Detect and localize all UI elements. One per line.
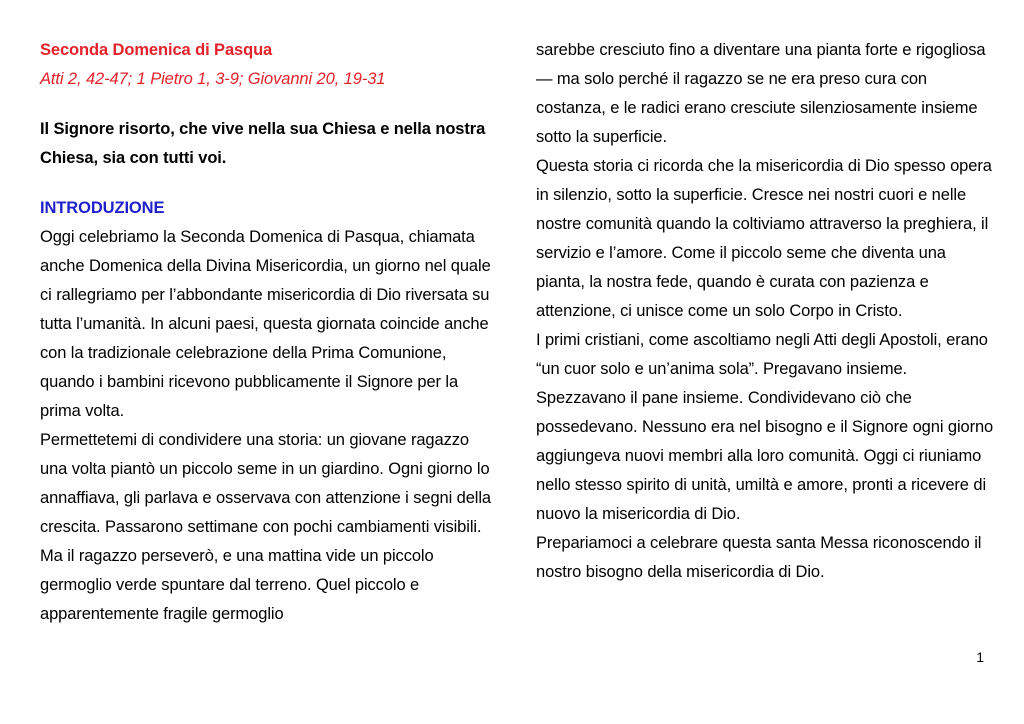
page-number: 1 <box>976 649 984 665</box>
paragraph: Oggi celebriamo la Seconda Domenica di Pasqua, chiamata anche Domenica della Divina Misericordia, un giorno nel quale ci rallegriamo per l’abbondante misericordia di Dio riversata su tutta l’umanità. In alcuni paesi, questa giornata coincide anche con la tradizionale celebrazione della Prima Comunione, quando i bambini ricevono pubblicamente il Signore per la prima volta. <box>40 228 491 420</box>
two-column-layout <box>0 36 1024 629</box>
liturgical-greeting: Il Signore risorto, che vive nella sua Chiesa e nella nostra Chiesa, sia con tutti voi. <box>40 120 486 167</box>
paragraph: sarebbe cresciuto fino a diventare una pianta forte e rigogliosa — ma solo perché il ragazzo se ne era preso cura con costanza, e le radici erano cresciute silenziosamente insieme sotto la superficie. <box>536 41 986 146</box>
paragraph: Questa storia ci ricorda che la misericordia di Dio spesso opera in silenzio, sotto la superficie. Cresce nei nostri cuori e nelle nostre comunità quando la coltiviamo attraverso la preghiera, il servizio e l’amore. Come il piccolo seme che diventa una pianta, la nostra fede, quando è curata con pazienza e attenzione, ci unisce come un solo Corpo in Cristo. <box>536 157 992 320</box>
right-column <box>512 36 1024 629</box>
section-heading-introduzione: INTRODUZIONE <box>40 199 165 217</box>
paragraph: I primi cristiani, come ascoltiamo negli Atti degli Apostoli, erano “un cuor solo e un’anima sola”. Pregavano insieme. Spezzavano il pane insieme. Condividevano ciò che possedevano. Nessuno era nel bisogno e il Signore ogni giorno aggiungeva nuovi membri alla loro comunità. Oggi ci riuniamo nello stesso spirito di unità, umiltà e amore, pronti a ricevere di nuovo la misericordia di Dio. <box>536 331 994 523</box>
left-column <box>0 36 512 629</box>
scripture-references: Atti 2, 42-47; 1 Pietro 1, 3-9; Giovanni 20, 19-31 <box>40 70 386 88</box>
page-title: Seconda Domenica di Pasqua <box>40 41 273 59</box>
paragraph: Prepariamoci a celebrare questa santa Messa riconoscendo il nostro bisogno della misericordia di Dio. <box>536 534 982 581</box>
paragraph: Permettetemi di condividere una storia: un giovane ragazzo una volta piantò un piccolo seme in un giardino. Ogni giorno lo annaffiava, gli parlava e osservava con attenzione i segni della crescita. Passarono settimane con pochi cambiamenti visibili. Ma il ragazzo perseverò, e una mattina vide un piccolo germoglio verde spuntare dal terreno. Quel piccolo e apparentemente fragile germoglio <box>40 431 492 623</box>
